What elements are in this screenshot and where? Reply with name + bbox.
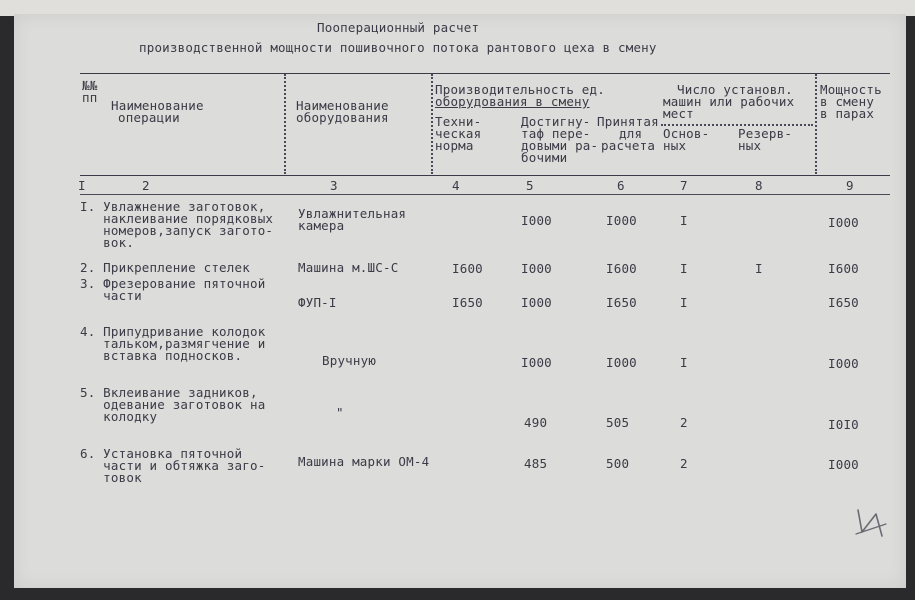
row4-accepted: I000: [606, 355, 637, 370]
row4-main: I: [680, 355, 688, 370]
row3-tech: I650: [452, 295, 483, 310]
header-op-name-1: Наименование: [111, 98, 204, 113]
row1-op-line4: вок.: [80, 235, 135, 250]
doc-title-line1: Пооперационный расчет: [317, 20, 480, 35]
header-capacity-3: в парах: [820, 106, 875, 121]
header-achieved-2: таф пере-: [521, 126, 591, 141]
row2-equip-line1: Машина м.ШС-С: [298, 260, 399, 275]
header-units-2: машин или рабочих: [663, 94, 795, 109]
header-units-1: Число установл.: [677, 82, 793, 97]
document-page: [14, 14, 906, 588]
header-num-1: №№: [82, 78, 98, 93]
row6-achieved: 485: [524, 456, 548, 471]
header-accepted-3: расчета: [601, 138, 656, 153]
row4-op-line2: тальком,размягчение и: [80, 336, 266, 351]
header-reserve-2: ных: [738, 138, 762, 153]
colnum-2: 2: [142, 178, 150, 193]
row3-achieved: I000: [521, 295, 552, 310]
col-sep-1: [284, 74, 286, 174]
row6-accepted: 500: [606, 456, 630, 471]
row2-achieved: I000: [521, 261, 552, 276]
header-op-name-2: операции: [118, 110, 180, 125]
row2-accepted: I600: [606, 261, 637, 276]
row2-op-line1: 2. Прикрепление стелек: [80, 260, 250, 275]
row5-op-line3: колодку: [80, 409, 158, 424]
colnum-8: 8: [755, 178, 763, 193]
row1-achieved: I000: [521, 213, 552, 228]
header-productivity-2: оборудования в смену: [435, 94, 590, 109]
row1-op-line1: I. Увлажнение заготовок,: [80, 199, 266, 214]
colnum-4: 4: [452, 178, 460, 193]
row5-op-line1: 5. Вклеивание задников,: [80, 385, 258, 400]
header-reserve-1: Резерв-: [738, 126, 793, 141]
header-tech-norm-1: Техни-: [435, 114, 482, 129]
header-tech-norm-3: норма: [435, 138, 474, 153]
header-productivity-1: Производительность ед.: [435, 82, 605, 97]
header-achieved-1: Достигну-: [521, 114, 591, 129]
header-capacity-2: в смену: [820, 94, 875, 109]
header-accepted-2: для: [619, 126, 643, 141]
row1-accepted: I000: [606, 213, 637, 228]
pencil-mark-icon: [852, 506, 892, 540]
row5-main: 2: [680, 415, 688, 430]
row2-capacity: I600: [828, 261, 859, 276]
row6-main: 2: [680, 456, 688, 471]
row6-op-line1: 6. Установка пяточной: [80, 446, 243, 461]
colnum-9: 9: [846, 178, 854, 193]
row3-main: I: [680, 295, 688, 310]
row3-equip-line1: ФУП-I: [298, 295, 337, 310]
col-sep-3: [815, 74, 817, 174]
row4-op-line1: 4. Припудривание колодок: [80, 324, 266, 339]
header-units-3: мест: [663, 106, 694, 121]
row1-capacity: I000: [828, 215, 859, 230]
row1-op-line3: номеров,запуск загото-: [80, 223, 274, 238]
row5-accepted: 505: [606, 415, 630, 430]
header-main-1: Основ-: [663, 126, 710, 141]
row2-main: I: [680, 261, 688, 276]
header-accepted-1: Принятая: [597, 114, 659, 129]
row1-op-line2: наклеивание порядковых: [80, 211, 274, 226]
row2-tech: I600: [452, 261, 483, 276]
row6-op-line3: товок: [80, 470, 142, 485]
header-bottom-rule: [80, 175, 890, 176]
colnum-1: I: [78, 178, 86, 193]
header-capacity-1: Мощность: [820, 82, 882, 97]
row2-reserve: I: [755, 261, 763, 276]
row4-op-line3: вставка подносков.: [80, 348, 243, 363]
row5-op-line2: одевание заготовок на: [80, 397, 266, 412]
row4-equip-line1: Вручную: [322, 353, 377, 368]
row5-equip-line1: ": [336, 405, 344, 420]
header-equip-name-2: оборудования: [296, 110, 389, 125]
row6-equip-line1: Машина марки ОМ-4: [298, 454, 430, 469]
colnum-3: 3: [330, 178, 338, 193]
row6-op-line2: части и обтяжка заго-: [80, 458, 266, 473]
row3-op-line2: части: [80, 288, 142, 303]
row1-equip-line1: Увлажнительная: [298, 206, 407, 221]
row3-op-line1: 3. Фрезерование пяточной: [80, 276, 266, 291]
row1-main: I: [680, 213, 688, 228]
colnum-5: 5: [526, 178, 534, 193]
header-achieved-3: довыми ра-: [521, 138, 599, 153]
table-top-rule: [80, 73, 890, 74]
row6-capacity: I000: [828, 457, 859, 472]
col-sep-2: [431, 74, 433, 174]
header-achieved-4: бочими: [521, 150, 568, 165]
row4-capacity: I000: [828, 356, 859, 371]
header-num-2: пп: [82, 90, 98, 105]
row3-capacity: I650: [828, 295, 859, 310]
row5-capacity: I0I0: [828, 417, 859, 432]
colnum-bottom-rule: [80, 194, 890, 195]
header-main-2: ных: [663, 138, 687, 153]
row3-accepted: I650: [606, 295, 637, 310]
row5-achieved: 490: [524, 415, 548, 430]
row4-achieved: I000: [521, 355, 552, 370]
colnum-6: 6: [617, 178, 625, 193]
header-tech-norm-2: ческая: [435, 126, 482, 141]
header-equip-name-1: Наименование: [296, 98, 389, 113]
colnum-7: 7: [680, 178, 688, 193]
row1-equip-line2: камера: [298, 218, 345, 233]
doc-title-line2: производственной мощности пошивочного потока рантового цеха в смену: [139, 40, 657, 55]
